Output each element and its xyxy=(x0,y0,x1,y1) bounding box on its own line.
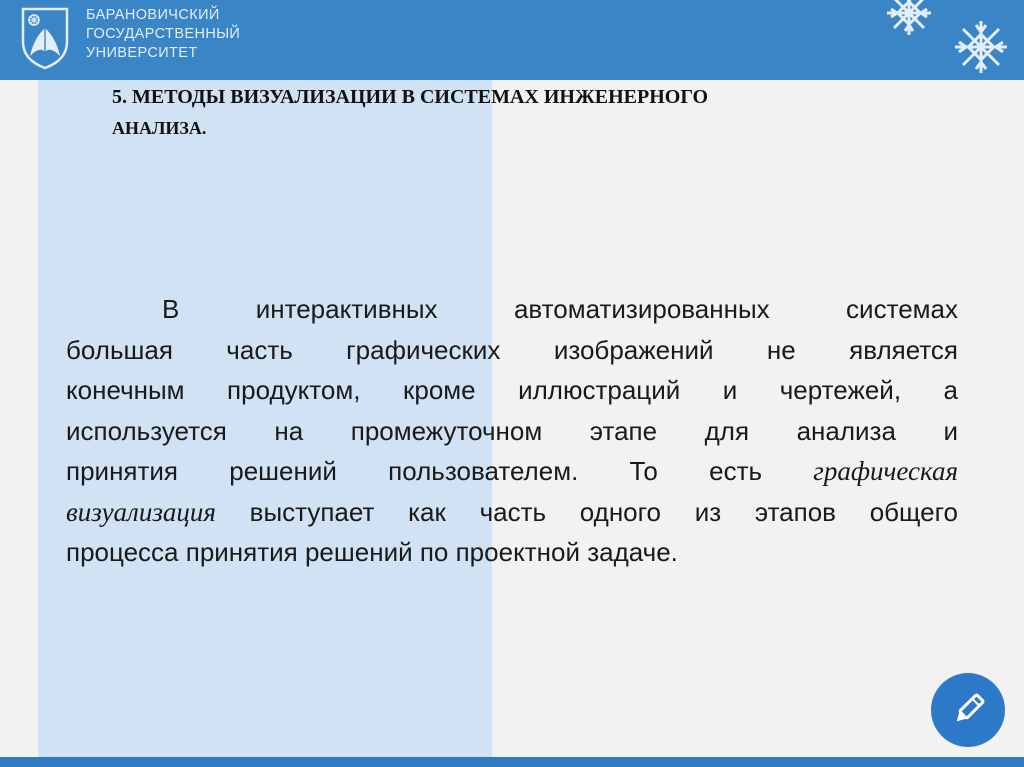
paragraph-line xyxy=(66,492,958,533)
university-name-line-1: БАРАНОВИЧСКИЙ xyxy=(86,7,220,23)
paragraph-line-text: выступает как часть одного из этапов общего xyxy=(249,496,958,527)
university-shield-logo-icon xyxy=(20,6,70,70)
university-name-line-2: ГОСУДАРСТВЕННЫЙ xyxy=(86,26,241,42)
paragraph-line: конечным продуктом, кроме иллюстраций и чертежей, а xyxy=(66,375,958,405)
university-name-line-3: УНИВЕРСИТЕТ xyxy=(86,45,198,61)
snowflake-ornament-icon xyxy=(884,0,934,38)
edit-button[interactable] xyxy=(931,673,1005,747)
slide-title-line-2: АНАЛИЗА. xyxy=(112,118,207,138)
emphasis-text: визуализация xyxy=(66,496,216,527)
paragraph-line: большая часть графических изображений не является xyxy=(66,334,958,365)
paragraph-line xyxy=(66,289,958,330)
paragraph-line: используется на промежуточном этапе для анализа и xyxy=(66,415,958,446)
emphasis-text: графическая xyxy=(813,456,958,486)
paragraph-line-text: принятия решений пользователем. То есть xyxy=(66,456,763,486)
snowflake-ornament-icon xyxy=(952,18,1010,76)
paragraph-line xyxy=(66,451,958,492)
paragraph-line-text: В интерактивных автоматизированных системах xyxy=(162,294,958,324)
pencil-icon xyxy=(949,691,987,729)
slide-header xyxy=(0,0,1024,80)
slide-body-paragraph xyxy=(66,289,958,573)
slide-title-line-1: 5. МЕТОДЫ ВИЗУАЛИЗАЦИИ В СИСТЕМАХ ИНЖЕНЕРНОГО xyxy=(112,86,709,108)
university-name xyxy=(86,6,240,63)
paragraph-line: процесса принятия решений по проектной задаче. xyxy=(66,537,678,567)
bottom-bar xyxy=(0,757,1024,767)
slide-title xyxy=(112,82,982,144)
